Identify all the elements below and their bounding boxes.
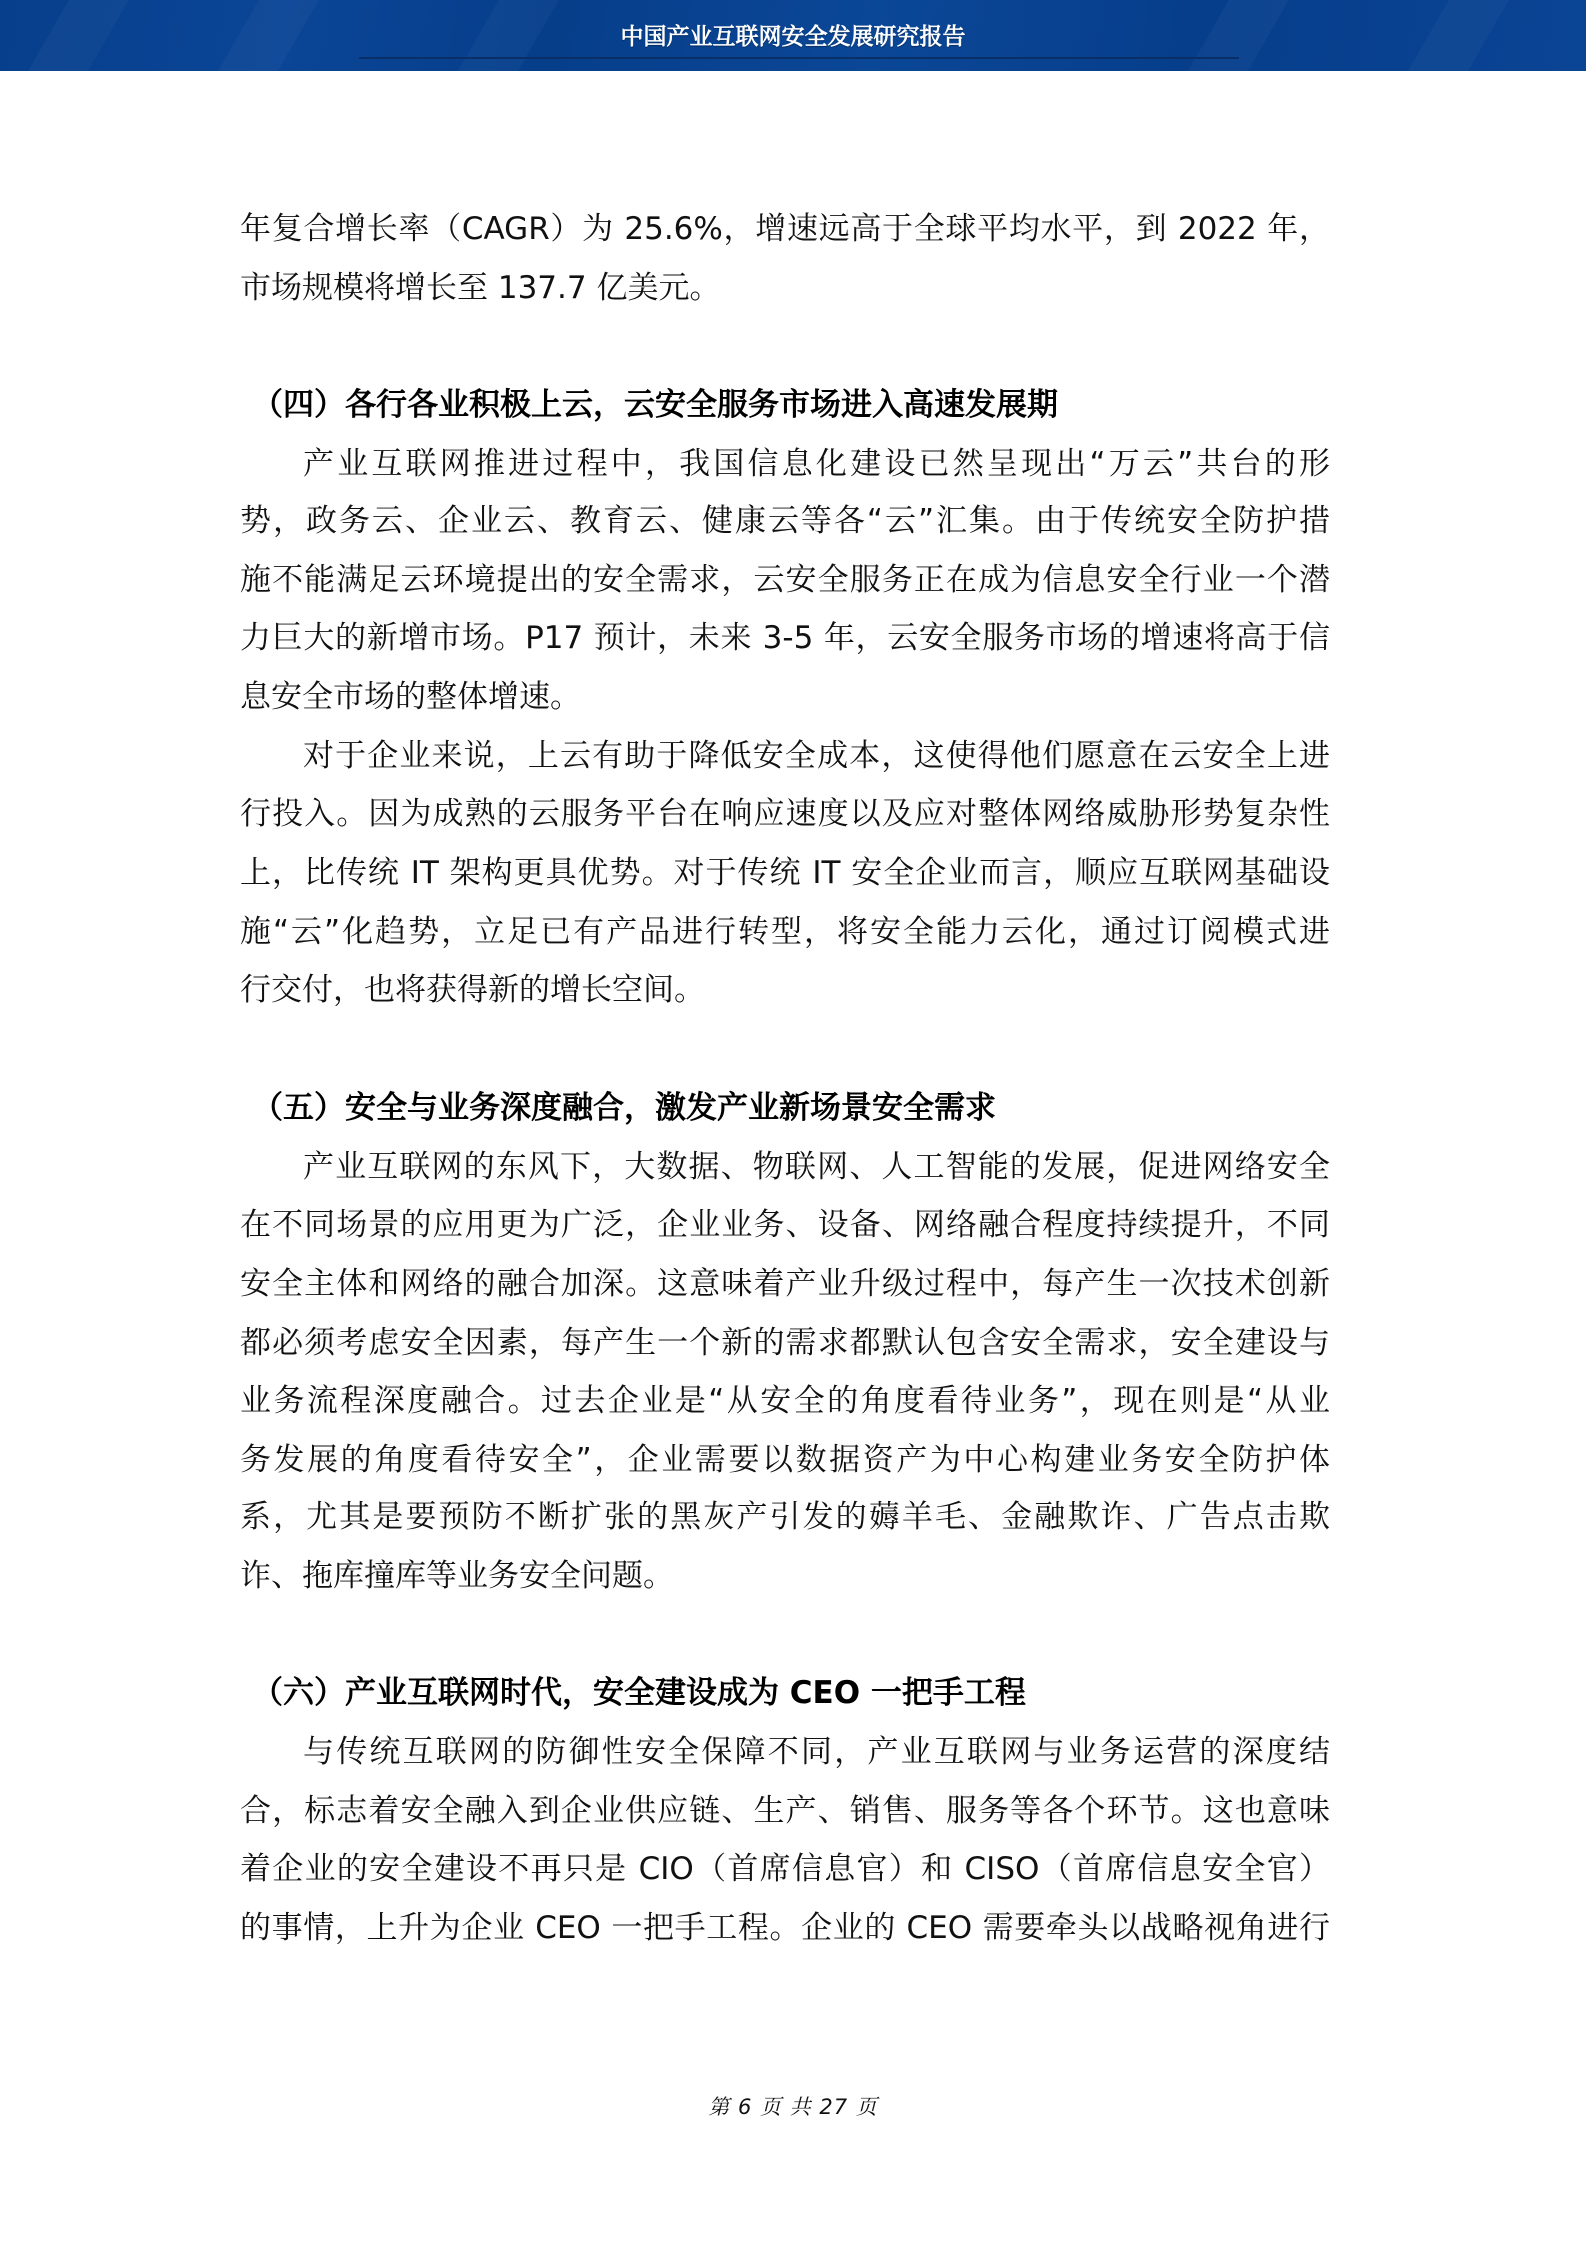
header-divider: [359, 57, 1239, 59]
body-line: 都必须考虑安全因素，每产生一个新的需求都默认包含安全需求，安全建设与: [240, 1325, 1330, 1361]
report-title: 中国产业互联网安全发展研究报告: [620, 24, 966, 50]
body-line: 系，尤其是要预防不断扩张的黑灰产引发的薅羊毛、金融欺诈、广告点击欺: [240, 1499, 1330, 1535]
body-line: 产业互联网推进过程中，我国信息化建设已然呈现出“万云”共台的形: [303, 446, 1330, 482]
body-line: 市场规模将增长至 137.7 亿美元。: [240, 270, 721, 306]
body-line: 行交付，也将获得新的增长空间。: [240, 972, 705, 1008]
body-line: 业务流程深度融合。过去企业是“从安全的角度看待业务”，现在则是“从业: [240, 1383, 1330, 1419]
body-line: 势，政务云、企业云、教育云、健康云等各“云”汇集。由于传统安全防护措: [240, 503, 1330, 539]
body-line: 上，比传统 IT 架构更具优势。对于传统 IT 安全企业而言，顺应互联网基础设: [240, 855, 1330, 891]
body-line: 行投入。因为成熟的云服务平台在响应速度以及应对整体网络威胁形势复杂性: [240, 796, 1330, 832]
body-line: 施不能满足云环境提出的安全需求，云安全服务正在成为信息安全行业一个潜: [240, 562, 1330, 598]
body-line: 务发展的角度看待安全”，企业需要以数据资产为中心构建业务安全防护体: [240, 1442, 1330, 1478]
section-heading-4: （四）各行各业积极上云，云安全服务市场进入高速发展期: [252, 387, 1058, 423]
body-line: 力巨大的新增市场。P17 预计，未来 3-5 年，云安全服务市场的增速将高于信: [240, 620, 1330, 656]
report-header-banner: [0, 0, 1586, 71]
body-line: 在不同场景的应用更为广泛，企业业务、设备、网络融合程度持续提升，不同: [240, 1207, 1330, 1243]
body-line: 对于企业来说，上云有助于降低安全成本，这使得他们愿意在云安全上进: [303, 738, 1330, 774]
section-heading-5: （五）安全与业务深度融合，激发产业新场景安全需求: [252, 1090, 996, 1126]
body-line: 产业互联网的东风下，大数据、物联网、人工智能的发展，促进网络安全: [303, 1149, 1330, 1185]
body-line: 息安全市场的整体增速。: [240, 679, 581, 715]
body-line: 合，标志着安全融入到企业供应链、生产、销售、服务等各个环节。这也意味: [240, 1793, 1330, 1829]
page-number: 第 6 页 共 27 页: [708, 2095, 878, 2119]
body-line: 安全主体和网络的融合加深。这意味着产业升级过程中，每产生一次技术创新: [240, 1266, 1330, 1302]
body-line: 的事情，上升为企业 CEO 一把手工程。企业的 CEO 需要牵头以战略视角进行: [240, 1910, 1330, 1946]
body-line: 施“云”化趋势，立足已有产品进行转型，将安全能力云化，通过订阅模式进: [240, 914, 1330, 950]
body-line: 诈、拖库撞库等业务安全问题。: [240, 1558, 674, 1594]
body-line: 着企业的安全建设不再只是 CIO（首席信息官）和 CISO（首席信息安全官）: [240, 1851, 1330, 1887]
section-heading-6: （六）产业互联网时代，安全建设成为 CEO 一把手工程: [252, 1675, 1026, 1711]
body-line: 与传统互联网的防御性安全保障不同，产业互联网与业务运营的深度结: [303, 1734, 1330, 1770]
body-line: 年复合增长率（CAGR）为 25.6%，增速远高于全球平均水平，到 2022 年，: [240, 211, 1330, 247]
